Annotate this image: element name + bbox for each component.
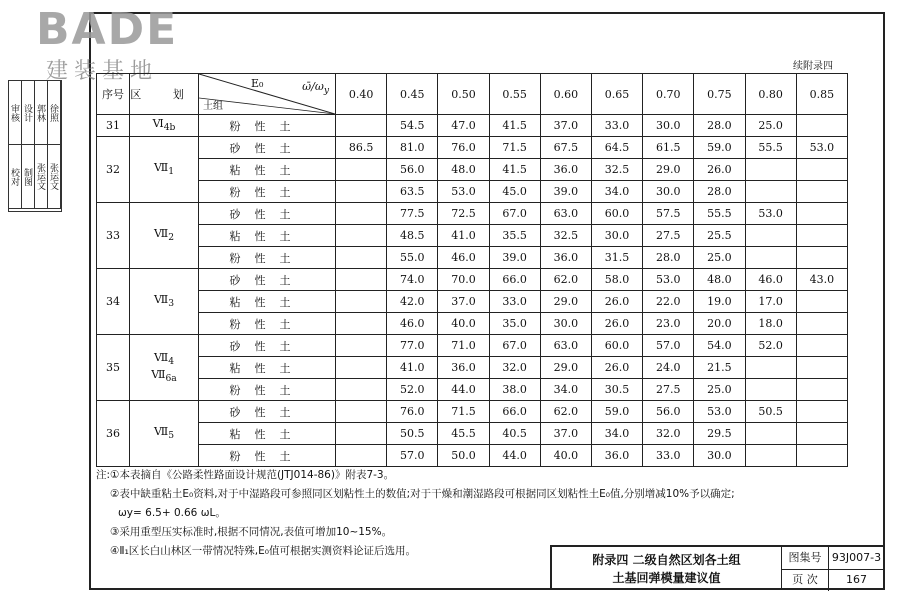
value-cell: 54.5 [387, 115, 438, 137]
value-cell [796, 203, 847, 225]
table-row [97, 335, 848, 357]
value-cell [336, 225, 387, 247]
value-cell: 36.0 [591, 445, 642, 467]
value-cell: 47.0 [438, 115, 489, 137]
seq-cell: 33 [97, 203, 130, 269]
value-cell: 33.0 [643, 445, 694, 467]
soil-cell: 粘性土 [199, 423, 336, 445]
value-cell: 63.0 [540, 335, 591, 357]
value-cell: 71.5 [438, 401, 489, 423]
header-seq: 序号 [97, 74, 130, 115]
soil-cell: 粉性土 [199, 247, 336, 269]
value-cell: 44.0 [438, 379, 489, 401]
soil-cell: 粉性土 [199, 379, 336, 401]
header-col: 0.50 [438, 74, 489, 115]
value-cell: 38.0 [489, 379, 540, 401]
table-row [97, 269, 848, 291]
signature-cell: 校对 [9, 145, 22, 209]
value-cell: 26.0 [694, 159, 745, 181]
value-cell [796, 379, 847, 401]
value-cell: 32.0 [643, 423, 694, 445]
signature-cell: 张运文 [48, 145, 61, 209]
value-cell: 77.0 [387, 335, 438, 357]
value-cell: 57.5 [643, 203, 694, 225]
value-cell: 62.0 [540, 401, 591, 423]
title-line-1: 附录四 二级自然区划各土组 [592, 553, 741, 567]
value-cell [745, 445, 796, 467]
value-cell: 20.0 [694, 313, 745, 335]
value-cell: 18.0 [745, 313, 796, 335]
soil-cell: 砂性土 [199, 401, 336, 423]
header-col: 0.70 [643, 74, 694, 115]
value-cell: 53.0 [694, 401, 745, 423]
value-cell: 46.0 [438, 247, 489, 269]
value-cell: 28.0 [643, 247, 694, 269]
value-cell [336, 181, 387, 203]
header-col: 0.40 [336, 74, 387, 115]
soil-cell: 砂性土 [199, 269, 336, 291]
value-cell: 25.0 [745, 115, 796, 137]
title-block [550, 545, 885, 590]
soil-cell: 砂性土 [199, 137, 336, 159]
note-line: ④Ⅱ₁区长白山林区一带情况特殊,E₀值可根据实测资料论证后选用。 [110, 545, 416, 557]
value-cell [796, 335, 847, 357]
value-cell [336, 335, 387, 357]
seq-cell: 35 [97, 335, 130, 401]
value-cell: 61.5 [643, 137, 694, 159]
value-cell: 32.5 [540, 225, 591, 247]
region-cell: $Ⅶ_3$ [130, 269, 199, 335]
drawing-title [552, 547, 782, 590]
value-cell: 25.0 [694, 379, 745, 401]
value-cell: 55.5 [745, 137, 796, 159]
table-row [97, 225, 848, 247]
value-cell: 37.0 [540, 115, 591, 137]
region-cell: $Ⅵ_{4b}$ [130, 115, 199, 137]
value-cell: 45.5 [438, 423, 489, 445]
value-cell: 17.0 [745, 291, 796, 313]
value-cell [336, 357, 387, 379]
watermark-sub: 建装基地 [46, 59, 159, 84]
value-cell: 70.0 [438, 269, 489, 291]
soil-cell: 粉性土 [199, 115, 336, 137]
value-cell: 29.0 [540, 291, 591, 313]
soil-cell: 粉性土 [199, 181, 336, 203]
header-row [97, 74, 848, 115]
table-row [97, 445, 848, 467]
value-cell: 86.5 [336, 137, 387, 159]
table-row [97, 115, 848, 137]
value-cell: 29.5 [694, 423, 745, 445]
table-row [97, 313, 848, 335]
value-cell: 30.0 [591, 225, 642, 247]
value-cell [745, 159, 796, 181]
value-cell: 63.0 [540, 203, 591, 225]
value-cell: 34.0 [591, 181, 642, 203]
value-cell: 30.0 [643, 115, 694, 137]
value-cell [796, 357, 847, 379]
value-cell: 33.0 [591, 115, 642, 137]
value-cell: 30.0 [694, 445, 745, 467]
value-cell [336, 291, 387, 313]
signature-cell: 郭林 [35, 81, 48, 145]
header-col: 0.45 [387, 74, 438, 115]
value-cell: 19.0 [694, 291, 745, 313]
note-line: ③采用重型压实标准时,根据不同情况,表值可增加10~15%。 [110, 526, 393, 538]
watermark-logo [6, 4, 179, 84]
value-cell: 67.0 [489, 335, 540, 357]
value-cell: 72.5 [438, 203, 489, 225]
value-cell: 56.0 [643, 401, 694, 423]
value-cell [796, 401, 847, 423]
value-cell: 29.0 [540, 357, 591, 379]
header-col: 0.60 [540, 74, 591, 115]
value-cell: 37.0 [438, 291, 489, 313]
value-cell: 28.0 [694, 115, 745, 137]
value-cell: 66.0 [489, 269, 540, 291]
header-ratio: $\omegā/\omega_y$ [302, 80, 329, 97]
modulus-table [96, 73, 848, 467]
title-line-2: 土基回弹模量建议值 [612, 571, 721, 585]
value-cell: 44.0 [489, 445, 540, 467]
value-cell: 41.0 [438, 225, 489, 247]
value-cell: 27.5 [643, 379, 694, 401]
value-cell [796, 291, 847, 313]
value-cell [796, 247, 847, 269]
value-cell: 40.0 [438, 313, 489, 335]
value-cell [745, 247, 796, 269]
value-cell: 29.0 [643, 159, 694, 181]
value-cell: 41.5 [489, 159, 540, 181]
value-cell: 81.0 [387, 137, 438, 159]
value-cell: 39.0 [540, 181, 591, 203]
value-cell: 74.0 [387, 269, 438, 291]
seq-cell: 36 [97, 401, 130, 467]
value-cell [336, 379, 387, 401]
value-cell: 59.0 [694, 137, 745, 159]
value-cell [796, 181, 847, 203]
value-cell [336, 445, 387, 467]
table-body [97, 115, 848, 467]
value-cell: 22.0 [643, 291, 694, 313]
soil-cell: 粉性土 [199, 313, 336, 335]
value-cell: 53.0 [745, 203, 796, 225]
value-cell: 41.0 [387, 357, 438, 379]
value-cell [796, 445, 847, 467]
value-cell: 67.5 [540, 137, 591, 159]
value-cell: 37.0 [540, 423, 591, 445]
value-cell [745, 423, 796, 445]
region-cell: $Ⅶ_4$ $Ⅶ_{6a}$ [130, 335, 199, 401]
value-cell: 27.5 [643, 225, 694, 247]
value-cell: 50.5 [387, 423, 438, 445]
value-cell: 24.0 [643, 357, 694, 379]
continuation-label: 续附录四 [793, 61, 833, 72]
table-row [97, 401, 848, 423]
value-cell: 48.5 [387, 225, 438, 247]
value-cell: 58.0 [591, 269, 642, 291]
value-cell: 26.0 [591, 291, 642, 313]
soil-cell: 粘性土 [199, 291, 336, 313]
value-cell: 23.0 [643, 313, 694, 335]
value-cell: 25.5 [694, 225, 745, 247]
value-cell: 71.0 [438, 335, 489, 357]
value-cell: 57.0 [643, 335, 694, 357]
value-cell: 34.0 [540, 379, 591, 401]
signature-cell: 徐照 [48, 81, 61, 145]
header-col: 0.75 [694, 74, 745, 115]
value-cell: 30.5 [591, 379, 642, 401]
value-cell: 50.5 [745, 401, 796, 423]
value-cell [336, 203, 387, 225]
value-cell: 39.0 [489, 247, 540, 269]
signature-block [8, 80, 62, 212]
seq-cell: 34 [97, 269, 130, 335]
value-cell: 56.0 [387, 159, 438, 181]
value-cell: 46.0 [745, 269, 796, 291]
value-cell: 54.0 [694, 335, 745, 357]
watermark-brand: BADE [36, 4, 179, 55]
value-cell: 48.0 [438, 159, 489, 181]
value-cell: 26.0 [591, 313, 642, 335]
signature-cell: 设计 [22, 81, 35, 145]
region-cell: $Ⅶ_5$ [130, 401, 199, 467]
header-diagonal [199, 74, 336, 115]
value-cell: 53.0 [438, 181, 489, 203]
value-cell: 34.0 [591, 423, 642, 445]
value-cell [336, 313, 387, 335]
value-cell: 21.5 [694, 357, 745, 379]
value-cell: 53.0 [796, 137, 847, 159]
value-cell: 35.5 [489, 225, 540, 247]
soil-cell: 粉性土 [199, 445, 336, 467]
table-row [97, 181, 848, 203]
value-cell: 52.0 [745, 335, 796, 357]
value-cell: 76.0 [387, 401, 438, 423]
table-row [97, 423, 848, 445]
value-cell: 35.0 [489, 313, 540, 335]
value-cell: 64.5 [591, 137, 642, 159]
note-line: ②表中缺重粘土E₀资料,对于中湿路段可参照同区划粘性土的数值;对于干燥和潮湿路段可根据同区划粘性土E₀值,分别增减10%予以确定; [110, 488, 735, 500]
table-row [97, 247, 848, 269]
value-cell: 55.0 [387, 247, 438, 269]
value-cell: 36.0 [540, 159, 591, 181]
value-cell: 77.5 [387, 203, 438, 225]
header-col: 0.85 [796, 74, 847, 115]
header-col: 0.65 [591, 74, 642, 115]
value-cell [336, 115, 387, 137]
value-cell: 36.0 [438, 357, 489, 379]
value-cell: 50.0 [438, 445, 489, 467]
header-soil-group: 土组 [203, 101, 223, 112]
signature-cell: 张运文 [35, 145, 48, 209]
value-cell [796, 225, 847, 247]
value-cell: 52.0 [387, 379, 438, 401]
value-cell: 41.5 [489, 115, 540, 137]
value-cell: 36.0 [540, 247, 591, 269]
note-line: ωy= 6.5+ 0.66 ωL。 [118, 507, 226, 519]
value-cell: 42.0 [387, 291, 438, 313]
table-row [97, 291, 848, 313]
value-cell [745, 225, 796, 247]
signature-cell: 审核 [9, 81, 22, 145]
page-value: 167 [846, 573, 867, 586]
seq-cell: 31 [97, 115, 130, 137]
header-e0: E₀ [251, 77, 264, 90]
value-cell [796, 313, 847, 335]
value-cell: 63.5 [387, 181, 438, 203]
value-cell: 25.0 [694, 247, 745, 269]
value-cell [745, 357, 796, 379]
value-cell [336, 401, 387, 423]
value-cell: 57.0 [387, 445, 438, 467]
atlas-value: 93J007-3 [828, 547, 885, 570]
value-cell: 33.0 [489, 291, 540, 313]
soil-cell: 粘性土 [199, 225, 336, 247]
atlas-label: 图集号 [782, 547, 829, 570]
value-cell: 48.0 [694, 269, 745, 291]
soil-cell: 砂性土 [199, 335, 336, 357]
header-region: 区 划 [130, 74, 199, 115]
value-cell: 66.0 [489, 401, 540, 423]
value-cell: 67.0 [489, 203, 540, 225]
value-cell: 55.5 [694, 203, 745, 225]
value-cell: 53.0 [643, 269, 694, 291]
value-cell: 26.0 [591, 357, 642, 379]
soil-cell: 砂性土 [199, 203, 336, 225]
value-cell [796, 159, 847, 181]
header-col: 0.80 [745, 74, 796, 115]
table-row [97, 357, 848, 379]
page-label: 页 次 [782, 569, 829, 591]
value-cell [336, 247, 387, 269]
value-cell: 40.0 [540, 445, 591, 467]
value-cell: 40.5 [489, 423, 540, 445]
value-cell: 43.0 [796, 269, 847, 291]
header-col: 0.55 [489, 74, 540, 115]
value-cell: 31.5 [591, 247, 642, 269]
value-cell [745, 181, 796, 203]
value-cell [336, 269, 387, 291]
table-row [97, 379, 848, 401]
value-cell: 45.0 [489, 181, 540, 203]
value-cell [796, 115, 847, 137]
value-cell: 32.5 [591, 159, 642, 181]
value-cell [745, 379, 796, 401]
soil-cell: 粘性土 [199, 159, 336, 181]
table-row [97, 159, 848, 181]
seq-cell: 32 [97, 137, 130, 203]
value-cell: 46.0 [387, 313, 438, 335]
value-cell: 60.0 [591, 203, 642, 225]
region-cell: $Ⅶ_1$ [130, 137, 199, 203]
value-cell: 62.0 [540, 269, 591, 291]
signature-cell: 制图 [22, 145, 35, 209]
value-cell: 71.5 [489, 137, 540, 159]
value-cell: 60.0 [591, 335, 642, 357]
value-cell [796, 423, 847, 445]
region-cell: $Ⅶ_2$ [130, 203, 199, 269]
value-cell [336, 423, 387, 445]
value-cell: 28.0 [694, 181, 745, 203]
value-cell: 30.0 [643, 181, 694, 203]
value-cell: 76.0 [438, 137, 489, 159]
note-line: 注:①本表摘自《公路柔性路面设计规范(JTJ014-86)》附表7-3。 [96, 469, 395, 481]
value-cell: 59.0 [591, 401, 642, 423]
table-row [97, 137, 848, 159]
value-cell [336, 159, 387, 181]
table-row [97, 203, 848, 225]
value-cell: 30.0 [540, 313, 591, 335]
soil-cell: 粘性土 [199, 357, 336, 379]
value-cell: 32.0 [489, 357, 540, 379]
